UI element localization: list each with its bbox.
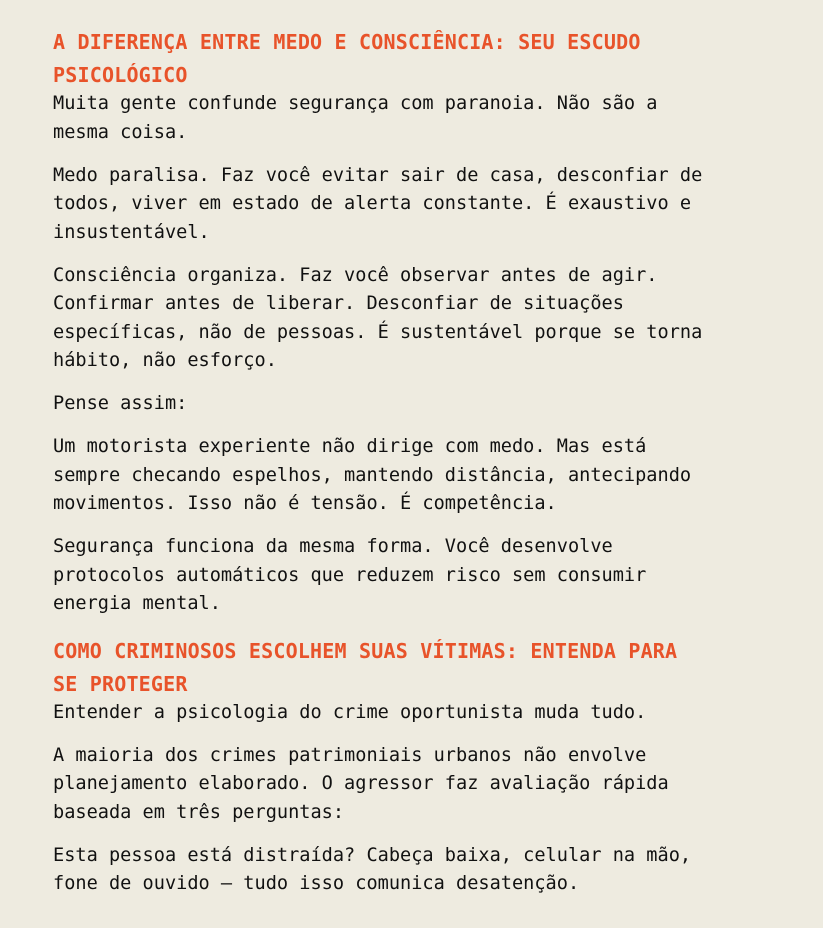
section-heading: A DIFERENÇA ENTRE MEDO E CONSCIÊNCIA: SEU ESCUDO PSICOLÓGICO (53, 30, 641, 87)
section-heading: COMO CRIMINOSOS ESCOLHEM SUAS VÍTIMAS: ENTENDA PARA SE PROTEGER (53, 638, 678, 696)
paragraph: Medo paralisa. Faz você evitar sair de casa, desconfiar de todos, viver em estado de alerta constante. É exaustivo e insustentável. (53, 164, 703, 243)
paragraph: A maioria dos crimes patrimoniais urbanos não envolve planejamento elaborado. O agressor faz avaliação rápida baseada em três perguntas: (53, 744, 669, 823)
paragraph: Muita gente confunde segurança com paranoia. Não são a mesma coisa. (53, 93, 658, 143)
paragraph: Pense assim: (53, 393, 188, 414)
paragraph: Um motorista experiente não dirige com medo. Mas está sempre checando espelhos, mantendo distância, antecipando movimentos. Isso não é tensão. É competência. (53, 436, 692, 514)
paragraph: Segurança funciona da mesma forma. Você desenvolve protocolos automáticos que reduzem risco sem consumir energia mental. (53, 536, 647, 614)
paragraph: Entender a psicologia do crime oportunista muda tudo. (53, 701, 647, 723)
section-fear-vs-awareness (53, 26, 713, 619)
section-how-criminals-choose (53, 635, 713, 899)
paragraph: Esta pessoa está distraída? Cabeça baixa, celular na mão, fone de ouvido — tudo isso comunica desatenção. (53, 844, 692, 894)
paragraph: Consciência organiza. Faz você observar antes de agir. Confirmar antes de liberar. Desconfiar de situações específicas, não de pessoas. É sustentável porque se torna hábito, não esforço. (53, 264, 703, 371)
